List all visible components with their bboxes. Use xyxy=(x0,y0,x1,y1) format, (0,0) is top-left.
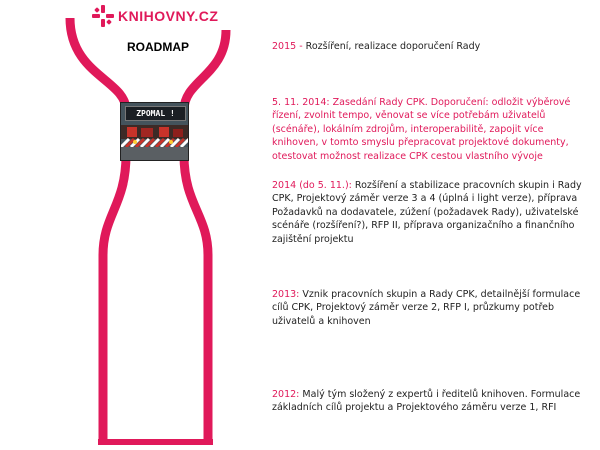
sign-text: ZPOMAL ! xyxy=(125,106,186,121)
road-left-lower xyxy=(103,155,126,445)
event-year: 2015 xyxy=(272,41,297,52)
event-year: 2014 (do 5. 11.): xyxy=(272,180,352,191)
event-year: 2013: xyxy=(272,289,300,300)
event-text: Rozšíření a stabilizace pracovních skupin i Rady CPK, Projektový záměr verze 3 a 4 (úplná i light verze), příprava Požadavků na dodavatele, zúžení (požadavek Rady), uživatelské scénáře (rozšíření?), RFP II, příprava organizačního a finančního zajištění projektu xyxy=(272,180,582,245)
event-text: Rozšíření, realizace doporučení Rady xyxy=(305,41,481,52)
event-2013 xyxy=(272,288,588,328)
event-separator: - xyxy=(296,41,306,52)
logo-text: KNIHOVNY.CZ xyxy=(118,8,219,24)
event-year: 2012: xyxy=(272,389,300,400)
event-2014-council xyxy=(272,96,588,163)
logo xyxy=(92,5,218,27)
event-2014 xyxy=(272,179,588,246)
event-2012 xyxy=(272,388,588,415)
road-sign-image xyxy=(120,102,189,161)
roadmap-title: ROADMAP xyxy=(127,40,189,54)
event-text: Vznik pracovních skupin a Rady CPK, detailnější formulace cílů CPK, Projektový záměr verze 2, RFP I, průzkumy potřeb uživatelů a knihoven xyxy=(272,289,581,327)
event-year: 5. 11. 2014: xyxy=(272,97,330,108)
event-text: Malý tým složený z expertů i ředitelů knihoven. Formulace základních cílů projektu a Projektového záměru verze 1, RFI xyxy=(272,389,581,414)
event-2015 xyxy=(272,40,588,53)
road-right-upper xyxy=(184,30,226,110)
road-right-lower xyxy=(184,155,208,445)
event-text: Zasedání Rady CPK. Doporučení: odložit výběrové řízení, zvolnit tempo, věnovat se více potřebám uživatelů (scénáře), lokálním zdrojům, interoperabilitě, zapojit více knihoven, v tomto smyslu přepracovat projektové dokumenty, otestovat možnost realizace CPK cestou vlastního vývoje xyxy=(272,97,571,162)
road-left-upper xyxy=(70,18,126,110)
logo-icon xyxy=(92,5,114,27)
